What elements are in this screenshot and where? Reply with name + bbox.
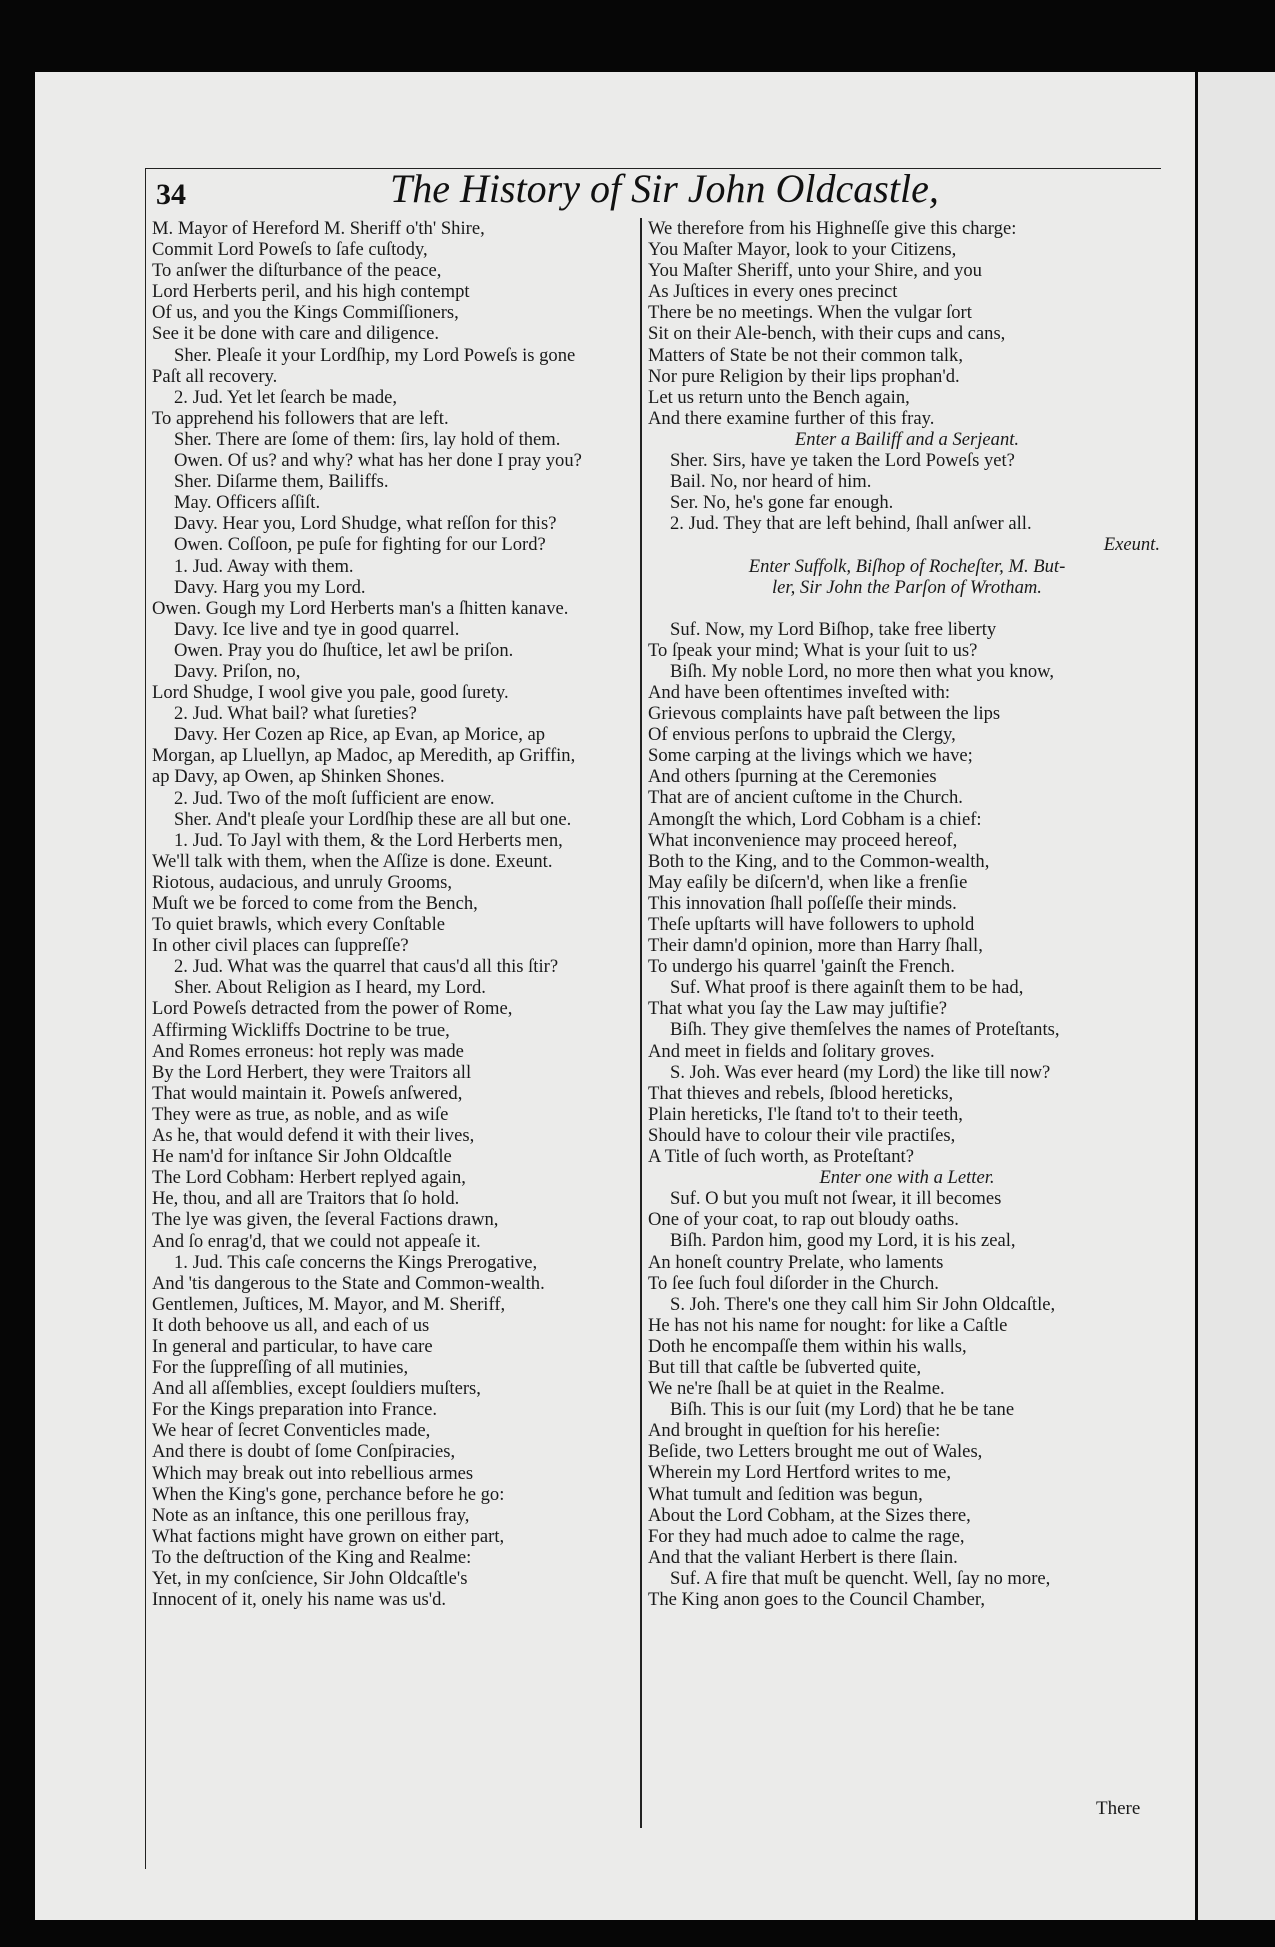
text-line: Ser. No, he's gone far enough. — [670, 492, 894, 514]
facing-page-edge — [1198, 72, 1275, 1920]
text-line: Their damn'd opinion, more than Harry ſhall, — [648, 935, 983, 957]
text-line: About the Lord Cobham, at the Sizes there, — [648, 1504, 971, 1526]
text-line: For the Kings preparation into France. — [152, 1399, 438, 1421]
text-line: We hear of ſecret Conventicles made, — [152, 1420, 431, 1442]
text-line: Grievous complaints have paſt between the lips — [648, 703, 1001, 725]
text-line: Davy. Priſon, no, — [174, 660, 301, 682]
text-line: May eaſily be diſcern'd, when like a frenſie — [648, 871, 968, 893]
text-line: In general and particular, to have care — [152, 1335, 433, 1357]
text-line: An honeſt country Prelate, who laments — [648, 1251, 944, 1273]
text-line: See it be done with care and diligence. — [152, 323, 440, 345]
text-line: But till that caſtle be ſubverted quite, — [648, 1356, 922, 1378]
text-line: Sher. About Religion as I heard, my Lord. — [174, 977, 486, 999]
text-line: To undergo his quarrel 'gainſt the French. — [648, 956, 955, 978]
text-line: Suf. A fire that muſt be quencht. Well, ſay no more, — [670, 1567, 1051, 1589]
text-line: For the ſuppreſſing of all mutinies, — [152, 1357, 409, 1379]
text-line: 1. Jud. Away with them. — [174, 555, 354, 577]
text-line: 2. Jud. Yet let ſearch be made, — [174, 386, 398, 408]
text-line: To apprehend his followers that are left. — [152, 407, 449, 429]
text-line: Lord Poweſs detracted from the power of Rome, — [152, 998, 513, 1020]
right-column — [648, 218, 1166, 1610]
text-line: And all aſſemblies, except ſouldiers muſters, — [152, 1378, 481, 1400]
text-line: Paſt all recovery. — [152, 365, 278, 387]
text-line: We ne're ſhall be at quiet in the Realme. — [648, 1378, 945, 1400]
text-line: What factions might have grown on either part, — [152, 1525, 505, 1547]
text-line: A Title of ſuch worth, as Proteſtant? — [648, 1146, 914, 1168]
text-line: Gentlemen, Juſtices, M. Mayor, and M. Sheriff, — [152, 1293, 506, 1315]
text-line: Doth he encompaſſe them within his walls, — [648, 1335, 967, 1357]
text-line: 1. Jud. This caſe concerns the Kings Prerogative, — [174, 1251, 538, 1273]
text-line: Morgan, ap Lluellyn, ap Madoc, ap Meredith, ap Griffin, — [152, 745, 576, 767]
text-line: ap Davy, ap Owen, ap Shinken Shones. — [152, 766, 445, 788]
text-line: Which may break out into rebellious armes — [152, 1462, 474, 1484]
text-line: Commit Lord Poweſs to ſafe cuſtody, — [152, 239, 428, 261]
text-line: M. Mayor of Hereford M. Sheriff o'th' Shire, — [152, 218, 485, 239]
text-line: To ſee ſuch foul diſorder in the Church. — [648, 1272, 939, 1294]
text-line: Both to the King, and to the Common-wealth, — [648, 850, 990, 872]
text-line: We'll talk with them, when the Aſſize is done. Exeunt. — [152, 850, 553, 872]
catchword: There — [1096, 1798, 1141, 1819]
text-line: He has not his name for nought: for like a Caſtle — [648, 1314, 1008, 1336]
text-line: The lye was given, the ſeveral Factions drawn, — [152, 1209, 499, 1231]
text-line: As Juſtices in every ones precinct — [648, 281, 898, 303]
text-line: Owen. Of us? and why? what has her done I pray you? — [174, 450, 582, 472]
text-line: Yet, in my conſcience, Sir John Oldcaſtle's — [152, 1568, 468, 1589]
text-line: To ſpeak your mind; What is your ſuit to us? — [648, 639, 978, 661]
text-line — [648, 598, 1166, 619]
text-line: Note as an inſtance, this one perillous fray, — [152, 1504, 470, 1526]
text-line: Some carping at the livings which we have; — [648, 745, 973, 767]
text-line: Lord Herberts peril, and his high contempt — [152, 281, 470, 303]
text-line: He, thou, and all are Traitors that ſo hold. — [152, 1188, 460, 1210]
text-line: Theſe upſtarts will have followers to uphold — [648, 914, 975, 935]
text-line: For they had much adoe to calme the rage, — [648, 1525, 965, 1547]
text-line: It doth behoove us all, and each of us — [152, 1314, 430, 1336]
text-line: Owen. Pray you do ſhuſtice, let awl be priſon. — [174, 639, 514, 661]
text-line: He nam'd for inſtance Sir John Oldcaſtle — [152, 1146, 452, 1168]
text-line: Owen. Gough my Lord Herberts man's a ſhitten kanave. — [152, 597, 569, 619]
text-line: May. Officers aſſiſt. — [174, 492, 321, 514]
text-line: Davy. Hear you, Lord Shudge, what reſſon for this? — [174, 513, 557, 535]
text-line: Davy. Her Cozen ap Rice, ap Evan, ap Morice, ap — [174, 724, 546, 746]
text-line: Riotous, audacious, and unruly Grooms, — [152, 871, 453, 893]
text-line: Exeunt. — [1103, 534, 1160, 556]
text-line: Of us, and you the Kings Commiſſioners, — [152, 302, 459, 324]
text-line: Of envious perſons to upbraid the Clergy, — [648, 724, 956, 746]
text-line: Sher. Diſarme them, Bailiffs. — [174, 471, 389, 493]
text-line: Suf. Now, my Lord Biſhop, take free liberty — [670, 618, 997, 640]
text-line: The Lord Cobham: Herbert replyed again, — [152, 1167, 466, 1189]
text-line: And others ſpurning at the Ceremonies — [648, 766, 937, 788]
text-line: That thieves and rebels, ſblood hereticks, — [648, 1082, 954, 1104]
text-line: And Romes erroneus: hot reply was made — [152, 1040, 464, 1062]
text-line: This innovation ſhall poſſeſſe their minds. — [648, 892, 957, 914]
text-line: Enter Suffolk, Biſhop of Rocheſter, M. But- — [748, 555, 1066, 577]
text-line: Innocent of it, onely his name was us'd. — [152, 1589, 447, 1611]
text-line: And 'tis dangerous to the State and Common-wealth. — [152, 1272, 545, 1294]
text-line: And ſo enrag'd, that we could not appeaſe it. — [152, 1230, 481, 1252]
text-line: Sit on their Ale-bench, with their cups and cans, — [648, 323, 1006, 345]
text-line: Should have to colour their vile practiſes, — [648, 1124, 956, 1146]
left-column — [152, 218, 637, 1610]
text-line: That are of ancient cuſtome in the Church. — [648, 787, 963, 809]
text-line: 1. Jud. To Jayl with them, & the Lord Herberts men, — [174, 829, 563, 851]
text-line: Muſt we be forced to come from the Bench, — [152, 893, 478, 914]
text-line: Wherein my Lord Hertford writes to me, — [648, 1462, 952, 1484]
text-line: Nor pure Religion by their lips prophan'd. — [648, 365, 960, 387]
text-line: When the King's gone, perchance before he go: — [152, 1483, 505, 1505]
text-line: And meet in fields and ſolitary groves. — [648, 1040, 935, 1062]
text-line: 2. Jud. Two of the moſt ſufficient are enow. — [174, 787, 495, 809]
text-line: Davy. Ice live and tye in good quarrel. — [174, 618, 460, 640]
text-line: Enter one with a Letter. — [819, 1167, 995, 1189]
text-line: Affirming Wickliffs Doctrine to be true, — [152, 1019, 450, 1041]
text-line: Biſh. Pardon him, good my Lord, it is his zeal, — [670, 1230, 1016, 1252]
text-line: To quiet brawls, which every Conſtable — [152, 914, 446, 936]
text-line: And brought in queſtion for his hereſie: — [648, 1420, 941, 1442]
text-line: Suf. O but you muſt not ſwear, it ill becomes — [670, 1188, 1002, 1210]
text-line: What inconvenience may proceed hereof, — [648, 829, 958, 851]
text-line: One of your coat, to rap out bloudy oaths. — [648, 1209, 959, 1231]
text-line: S. Joh. There's one they call him Sir John Oldcaſtle, — [670, 1293, 1056, 1315]
text-line: 2. Jud. What bail? what ſureties? — [174, 703, 417, 725]
running-title: The History of Sir John Oldcastle, — [390, 166, 939, 211]
text-line: Sher. There are ſome of them: ſirs, lay hold of them. — [174, 428, 561, 450]
text-line: To the deſtruction of the King and Realme: — [152, 1546, 472, 1568]
text-line: Bail. No, nor heard of him. — [670, 471, 872, 493]
page-number: 34 — [156, 178, 186, 211]
text-line: Owen. Coſſoon, pe puſe for fighting for our Lord? — [174, 534, 546, 556]
text-line: What tumult and ſedition was begun, — [648, 1483, 923, 1505]
text-line: Lord Shudge, I wool give you pale, good ſurety. — [152, 682, 509, 704]
text-line: And that the valiant Herbert is there ſlain. — [648, 1546, 958, 1568]
text-line: There be no meetings. When the vulgar ſort — [648, 302, 972, 324]
text-line: The King anon goes to the Council Chamber, — [648, 1589, 985, 1610]
text-line: Biſh. My noble Lord, no more then what you know, — [670, 660, 1055, 682]
text-line: And there examine further of this fray. — [648, 407, 935, 429]
text-line: Biſh. They give themſelves the names of Proteſtants, — [670, 1019, 1060, 1041]
text-line: By the Lord Herbert, they were Traitors all — [152, 1061, 472, 1083]
text-line: That would maintain it. Poweſs anſwered, — [152, 1082, 463, 1104]
text-line: We therefore from his Highneſſe give this charge: — [648, 218, 1017, 239]
text-line: S. Joh. Was ever heard (my Lord) the like till now? — [670, 1061, 1051, 1083]
page-header — [150, 160, 1150, 220]
text-line: Sher. And't pleaſe your Lordſhip these are all but one. — [174, 808, 572, 830]
text-line: And there is doubt of ſome Conſpiracies, — [152, 1441, 456, 1463]
text-line: Sher. Sirs, have ye taken the Lord Poweſs yet? — [670, 450, 1015, 472]
column-divider — [640, 218, 642, 1828]
text-line: 2. Jud. They that are left behind, ſhall anſwer all. — [670, 513, 1032, 535]
text-line: Sher. Pleaſe it your Lordſhip, my Lord Poweſs is gone — [174, 344, 576, 366]
text-line: Amongſt the which, Lord Cobham is a chief: — [648, 808, 982, 830]
text-line: Matters of State be not their common talk, — [648, 344, 963, 366]
text-line: That what you ſay the Law may juſtifie? — [648, 998, 947, 1020]
text-line: ler, Sir John the Parſon of Wrotham. — [772, 576, 1042, 598]
text-line: 2. Jud. What was the quarrel that caus'd all this ſtir? — [174, 956, 559, 978]
text-line: Biſh. This is our ſuit (my Lord) that he be tane — [670, 1399, 1015, 1421]
text-line: They were as true, as noble, and as wiſe — [152, 1103, 449, 1125]
text-line: As he, that would defend it with their lives, — [152, 1125, 475, 1147]
text-line: You Maſter Sheriff, unto your Shire, and you — [648, 260, 982, 282]
text-line: You Maſter Mayor, look to your Citizens, — [648, 239, 957, 261]
text-line: In other civil places can ſuppreſſe? — [152, 935, 409, 957]
text-line: Davy. Harg you my Lord. — [174, 576, 366, 598]
text-line: Suf. What proof is there againſt them to be had, — [670, 977, 1024, 999]
text-line: Beſide, two Letters brought me out of Wales, — [648, 1441, 983, 1463]
text-line: And have been oftentimes inveſted with: — [648, 681, 951, 703]
text-line: Enter a Bailiff and a Serjeant. — [794, 428, 1020, 450]
text-line: Let us return unto the Bench again, — [648, 386, 910, 408]
text-line: Plain hereticks, I'le ſtand to't to their teeth, — [648, 1103, 963, 1125]
text-line: To anſwer the diſturbance of the peace, — [152, 260, 442, 282]
